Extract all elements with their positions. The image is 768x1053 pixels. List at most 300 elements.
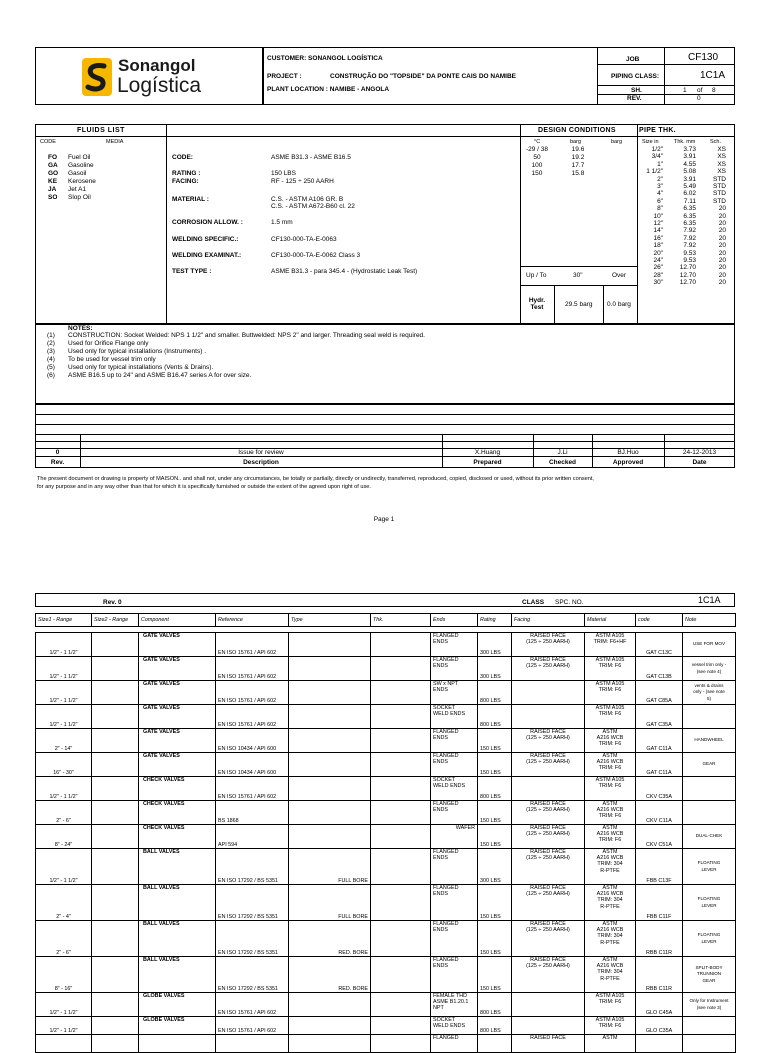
cell-mat: ASTM A105 TRIM: F6 [585,777,636,801]
revision-header-desc: Description [243,459,279,466]
cell-rating: 800 LBS [478,705,512,729]
pipe-sch: 20 [718,220,726,227]
cell-thk [371,633,431,657]
sheet-label: SH. [631,87,642,94]
cell-note: GEAR [683,753,736,777]
table-class-label: CLASS [522,599,545,606]
revision-header-date: Date [692,459,707,466]
column-header: Reference [216,614,289,627]
pipe-size: 3/4" [651,153,663,161]
project-label: PROJECT : [267,73,302,80]
cell-comp: GATE VALVES [139,705,216,729]
cell-note [683,777,736,801]
cell-code: GAT C13C [636,633,683,657]
cell-thk [371,729,431,753]
pipe-size: 18" [653,242,663,250]
cell-s2 [92,849,139,885]
cell-ref: EN ISO 15761 / API 602 [216,777,289,801]
cell-rating: 150 LBS [478,753,512,777]
cell-thk [371,777,431,801]
pipe-thk: 7.92 [683,227,696,235]
table-row [36,993,736,1017]
cell-ref: EN ISO 17292 / BS 5351 [216,849,289,885]
pipe-sch: XS [717,168,726,176]
cell-facing: RAISED FACE (125 ÷ 250 AARH) [512,633,585,657]
cell-note: SPLIT-BODY TRUNNION GEAR [683,957,736,993]
cell-comp: BALL VALVES [139,885,216,921]
cell-mat: ASTM A216 WCB TRIM: 304 R-PTFE [585,849,636,885]
cell-thk [371,957,431,993]
spec-label: RATING : [172,170,201,177]
spec-label: WELDING SPECIFIC.: [172,236,239,243]
cell-thk [371,801,431,825]
table-row [36,849,736,885]
cell-type [289,705,371,729]
cell-comp: GLOBE VALVES [139,1017,216,1035]
cell-comp: GATE VALVES [139,729,216,753]
table-row [36,753,736,777]
cell-facing: RAISED FACE [512,1035,585,1053]
rev-label: REV. [627,95,642,102]
disclaimer-line-1: The present document or drawing is property of MAISON.. and shall not, under any circumstances, be totally or partially, directly or undirectly, transferred, reproduced, copied, disclosed or used, without its prior written consent, [37,476,594,482]
pipe-thk: 9.53 [683,257,696,264]
table-header-row [36,614,736,627]
pipe-size: 28" [653,271,663,279]
cell-rating: 150 LBS [478,825,512,849]
cell-note: FLOATING LEVER [683,849,736,885]
customer: CUSTOMER: SONANGOL LOGÍSTICA [267,55,383,62]
cell-s2 [92,801,139,825]
pipe-size: 14" [653,227,663,235]
pipe-size: 30" [653,279,663,287]
spec-value: CF130-000-TA-E-0062 Class 3 [271,252,361,259]
fluid-media: Gasoil [68,170,87,177]
cell-ends: FLANGED ENDS [431,957,478,993]
cell-s2 [92,993,139,1017]
design-press: 19.2 [571,154,585,161]
column-header: Facing [512,614,585,627]
column-header: Material [585,614,636,627]
table-row [36,957,736,993]
table-row [36,657,736,681]
pipe-size: 24" [653,257,663,264]
piping-class-label: PIPING CLASS: [611,73,660,80]
cell-rating: 150 LBS [478,885,512,921]
cell-rating: 300 LBS [478,633,512,657]
pipe-sch: XS [717,146,726,153]
cell-s2 [92,753,139,777]
cell-thk [371,753,431,777]
fluid-code: FO [48,154,58,161]
cell-thk [371,825,431,849]
pipe-thk: 9.53 [683,249,696,257]
pipe-title: PIPE THK. [639,127,676,134]
cell-thk [371,657,431,681]
note-text: Used only for typical installations (Vents & Drains). [68,364,214,371]
pipe-size: 20" [653,249,663,257]
cell-facing: RAISED FACE (125 ÷ 250 AARH) [512,885,585,921]
cell-type [289,681,371,705]
cell-ref: EN ISO 15761 / API 602 [216,993,289,1017]
table-class-value: 1C1A [698,595,721,605]
cell-mat: ASTM A216 WCB TRIM: 304 R-PTFE [585,957,636,993]
column-header: Rating [478,614,512,627]
cell-s2 [92,1035,139,1053]
cell-comp: CHECK VALVES [139,825,216,849]
cell-type [289,825,371,849]
cell-comp: GATE VALVES [139,681,216,705]
note-text: Used only for typical installations (Instruments) . [68,348,206,355]
fluids-media-header: MEDIA [106,139,124,145]
cell-ref [216,1035,289,1053]
page-number: Page 1 [373,516,395,523]
cell-ends: SOCKET WELD ENDS [431,1017,478,1035]
spec-label: CORROSION ALLOW. : [172,219,243,226]
table-row [36,921,736,957]
table-row [36,1035,736,1053]
pipe-thk: 12.70 [679,279,696,287]
cell-ends: WAFER [431,825,478,849]
cell-comp: BALL VALVES [139,957,216,993]
over-label: Over [612,272,627,279]
cell-code: CKV C11A [636,801,683,825]
column-header: Note [683,614,736,627]
revision-approved: BJ.Huo [617,449,639,456]
pipe-thk: 7.92 [683,242,696,250]
pipe-sch: 20 [718,212,726,220]
pipe-size: 2" [657,175,663,183]
notes-title: NOTES: [68,325,93,332]
pipe-thk: 6.35 [683,220,696,227]
cell-facing [512,1017,585,1035]
cell-s1: 1/2" - 1 1/2" [36,993,92,1017]
table-rev: Rev. 0 [103,599,122,606]
cell-mat: ASTM A105 TRIM: F6 [585,993,636,1017]
valves-table [35,613,736,1053]
spec-label: CODE: [172,154,193,161]
cell-s1: 1/2" - 1 1/2" [36,657,92,681]
pipe-sch: STD [713,190,726,198]
pipe-sch: 20 [718,257,726,264]
table-row [36,705,736,729]
cell-s2 [92,825,139,849]
cell-s1: 2" - 4" [36,885,92,921]
fluid-media: Gasoline [68,162,94,169]
cell-ends: SOCKET WELD ENDS [431,777,478,801]
cell-ref: EN ISO 17292 / BS 5351 [216,885,289,921]
revision-header-prepared: Prepared [473,459,502,466]
cell-rating: 800 LBS [478,1017,512,1035]
cell-type [289,753,371,777]
cell-type [289,777,371,801]
revision-desc: Issue for review [238,449,284,456]
table-row [36,885,736,921]
plant-location: PLANT LOCATION : NAMIBE - ANGOLA [267,86,390,93]
cell-note: FLOATING LEVER [683,921,736,957]
cell-mat: ASTM A216 WCB TRIM: F6 [585,729,636,753]
cell-note: FLOATING LEVER [683,885,736,921]
spec-value: ASME B31.3 - ASME B16.5 [271,154,351,161]
table-row [36,1017,736,1035]
job-value: CF130 [688,52,719,63]
cell-facing: RAISED FACE (125 ÷ 250 AARH) [512,921,585,957]
cell-comp: GLOBE VALVES [139,993,216,1017]
cell-mat: ASTM A216 WCB TRIM: 304 R-PTFE [585,921,636,957]
cell-comp [139,1035,216,1053]
cell-facing: RAISED FACE (125 ÷ 250 AARH) [512,957,585,993]
table-title-box [35,593,735,607]
upto-label: Up / To [526,272,547,279]
job-label: JOB [626,56,640,63]
design-temp: 100 [531,162,543,169]
cell-ends: FLANGED ENDS [431,729,478,753]
note-text: ASME B16.5 up to 24" and ASME B16.47 series A for over size. [68,372,252,379]
revision-checked: J.Li [557,449,568,456]
fluids-title: FLUIDS LIST [77,127,125,134]
cell-facing [512,993,585,1017]
pipe-thk: 3.91 [683,175,696,183]
pipe-thk: 3.91 [683,153,696,161]
design-temp: -29 / 38 [525,146,549,153]
cell-s1: 8" - 24" [36,825,92,849]
cell-s1: 1/2" - 1 1/2" [36,705,92,729]
cell-ends: FLANGED [431,1035,478,1053]
test-label: Test [530,304,544,311]
design-col-barg: barg [570,139,582,145]
cell-rating [478,1035,512,1053]
revision-date: 24-12-2013 [682,449,717,456]
column-header: Component [139,614,216,627]
pipe-sch: 20 [718,234,726,242]
revision-rev: 0 [55,449,60,456]
cell-facing [512,681,585,705]
design-press: 19.6 [571,146,585,153]
cell-code: GAT C11A [636,729,683,753]
cell-rating: 150 LBS [478,729,512,753]
cell-ends: FLANGED ENDS [431,849,478,885]
revision-header-approved: Approved [612,459,644,466]
spec-value: ASME B31.3 - para 345.4 - (Hydrostatic Leak Test) [271,268,418,275]
pipe-sch: STD [713,197,726,205]
pipe-sch: STD [713,175,726,183]
cell-facing [512,777,585,801]
revision-header-checked: Checked [548,459,577,466]
column-header: Type [289,614,371,627]
cell-code: CKV C35A [636,777,683,801]
cell-type [289,1017,371,1035]
fluid-code: GA [48,162,58,169]
cell-s1: 1/2" - 1 1/2" [36,633,92,657]
spec-value: 150 LBS [271,170,296,177]
cell-note: USE FOR MOV [683,633,736,657]
spec-value: C.S. - ASTM A106 GR. B [271,196,344,203]
pipe-size: 4" [657,190,663,198]
cell-comp: BALL VALVES [139,849,216,885]
cell-code: CKV C51A [636,825,683,849]
cell-note: vents & drains only - (see note 5) [683,681,736,705]
cell-code: GAT C13B [636,657,683,681]
table-row [36,729,736,753]
pipe-col-size: Size in [642,139,659,145]
company-name: Sonangol [118,56,196,75]
pipe-col-thk: Thk. mm [674,139,696,145]
design-temp: 150 [531,170,543,177]
cell-thk [371,921,431,957]
hydr-label: Hydr. [528,297,546,304]
table-row [36,777,736,801]
cell-type [289,729,371,753]
design-temp: 50 [533,154,541,161]
cell-ref: EN ISO 17292 / BS 5351 [216,921,289,957]
cell-facing: RAISED FACE (125 ÷ 250 AARH) [512,849,585,885]
note-text: To be used for vessel trim only [68,356,156,363]
cell-ref: EN ISO 15761 / API 602 [216,705,289,729]
cell-thk [371,705,431,729]
table-row [36,681,736,705]
pipe-thk: 6.35 [683,205,696,213]
design-title: DESIGN CONDITIONS [538,127,616,134]
cell-ends: FLANGED ENDS [431,633,478,657]
pipe-thk: 7.92 [683,234,696,242]
cell-rating: 150 LBS [478,921,512,957]
pipe-size: 1/2" [651,146,663,153]
hydr-value-1: 29.5 barg [565,301,593,308]
cell-type [289,801,371,825]
cell-s1: 2" - 14" [36,729,92,753]
pipe-size: 6" [657,197,663,205]
cell-note [683,1017,736,1035]
pipe-sch: 20 [718,227,726,235]
pipe-thk: 12.70 [679,271,696,279]
spec-main-box [35,124,735,324]
cell-ends: SW x NPT ENDS [431,681,478,705]
cell-type: FULL BORE [289,885,371,921]
cell-facing: RAISED FACE (125 ÷ 250 AARH) [512,657,585,681]
sheet-total: 8 [712,87,716,94]
cell-note: vessel trim only - (see note 4) [683,657,736,681]
pipe-size: 10" [653,212,663,220]
pipe-thk: 5.08 [683,168,696,176]
pipe-size: 1 1/2" [646,168,663,176]
cell-mat: ASTM A105 TRIM: F6 [585,657,636,681]
cell-s1: 1/2" - 1 1/2" [36,849,92,885]
upto-value: 30" [573,272,583,279]
pipe-sch: STD [713,183,726,190]
company-subtitle: Logística [117,74,202,97]
cell-rating: 150 LBS [478,801,512,825]
cell-note: DUAL-CHEK [683,825,736,849]
cell-rating: 800 LBS [478,777,512,801]
cell-comp: BALL VALVES [139,921,216,957]
pipe-sch: 20 [718,264,726,272]
cell-thk [371,1035,431,1053]
fluid-media: Slop Oil [68,194,91,201]
pipe-size: 26" [653,264,663,272]
column-header: code [636,614,683,627]
cell-s2 [92,705,139,729]
pipe-thk: 6.35 [683,212,696,220]
cell-type: FULL BORE [289,849,371,885]
cell-code: GLO C35A [636,1017,683,1035]
note-number: (5) [47,364,55,371]
cell-s2 [92,633,139,657]
column-header: Size1 - Range [36,614,92,627]
cell-ref: EN ISO 17292 / BS 5351 [216,957,289,993]
disclaimer-line-2: for any purpose and in any way other than that for which it is specifically furnished or outside the extent of the agreed upon right of use. [37,484,371,490]
cell-rating: 800 LBS [478,681,512,705]
pipe-size: 3" [657,183,663,190]
note-number: (4) [47,356,55,363]
note-text: Used for Orifice Flange only [68,340,149,347]
pipe-thk: 4.55 [683,160,696,168]
pipe-thk: 12.70 [679,264,696,272]
spec-label: TEST TYPE : [172,268,212,275]
fluid-media: Jet A1 [68,186,87,193]
column-header: Thk. [371,614,431,627]
cell-mat: ASTM A105 TRIM: F6+HF [585,633,636,657]
design-press: 17.7 [571,162,585,169]
cell-mat: ASTM A105 TRIM: F6 [585,1017,636,1035]
cell-code: GAT C35A [636,705,683,729]
spec-label: MATERIAL : [172,196,209,203]
cell-s2 [92,729,139,753]
pipe-sch: 20 [718,271,726,279]
fluid-code: KE [48,178,58,185]
cell-ends: FLANGED ENDS [431,885,478,921]
cell-s1: 1/2" - 1 1/2" [36,777,92,801]
cell-s1: 2" - 6" [36,801,92,825]
cell-mat: ASTM A105 TRIM: F6 [585,705,636,729]
cell-type [289,993,371,1017]
fluid-code: JA [48,186,57,193]
cell-facing: RAISED FACE (125 ÷ 250 AARH) [512,729,585,753]
cell-s1 [36,1035,92,1053]
cell-type [289,657,371,681]
spec-value-2: C.S. - ASTM A672-B60 cl. 22 [271,203,355,210]
table-spc-no: SPC. NO. [555,599,584,606]
cell-mat: ASTM A216 WCB TRIM: F6 [585,825,636,849]
cell-ref: EN ISO 15761 / API 602 [216,657,289,681]
cell-ends: FLANGED ENDS [431,753,478,777]
pipe-thk: 6.02 [683,190,696,198]
cell-facing: RAISED FACE (125 ÷ 250 AARH) [512,753,585,777]
table-row [36,633,736,657]
cell-code: GAT C11A [636,753,683,777]
cell-s1: 8" - 16" [36,957,92,993]
cell-code: RBB C11R [636,957,683,993]
cell-comp: GATE VALVES [139,753,216,777]
cell-s1: 16" - 30" [36,753,92,777]
note-number: (1) [47,332,55,339]
cell-code: RBB C11R [636,921,683,957]
project-name: CONSTRUÇÃO DO "TOPSIDE" DA PONTE CAIS DO NAMIBE [330,73,517,80]
cell-ends: FLANGED ENDS [431,657,478,681]
cell-ends: FLANGED ENDS [431,921,478,957]
cell-type [289,633,371,657]
cell-s2 [92,777,139,801]
cell-ref: EN ISO 10434 / API 600 [216,753,289,777]
cell-note: Only for Instrument (see note 3) [683,993,736,1017]
pipe-size: 12" [653,220,663,227]
cell-rating: 150 LBS [478,957,512,993]
fluids-code-header: CODE [40,139,56,145]
design-col-barg2: barg [611,139,623,145]
cell-facing: RAISED FACE (125 ÷ 250 AARH) [512,825,585,849]
cell-comp: GATE VALVES [139,657,216,681]
table-row [36,825,736,849]
cell-rating: 800 LBS [478,993,512,1017]
sheet-of: of [697,87,703,94]
